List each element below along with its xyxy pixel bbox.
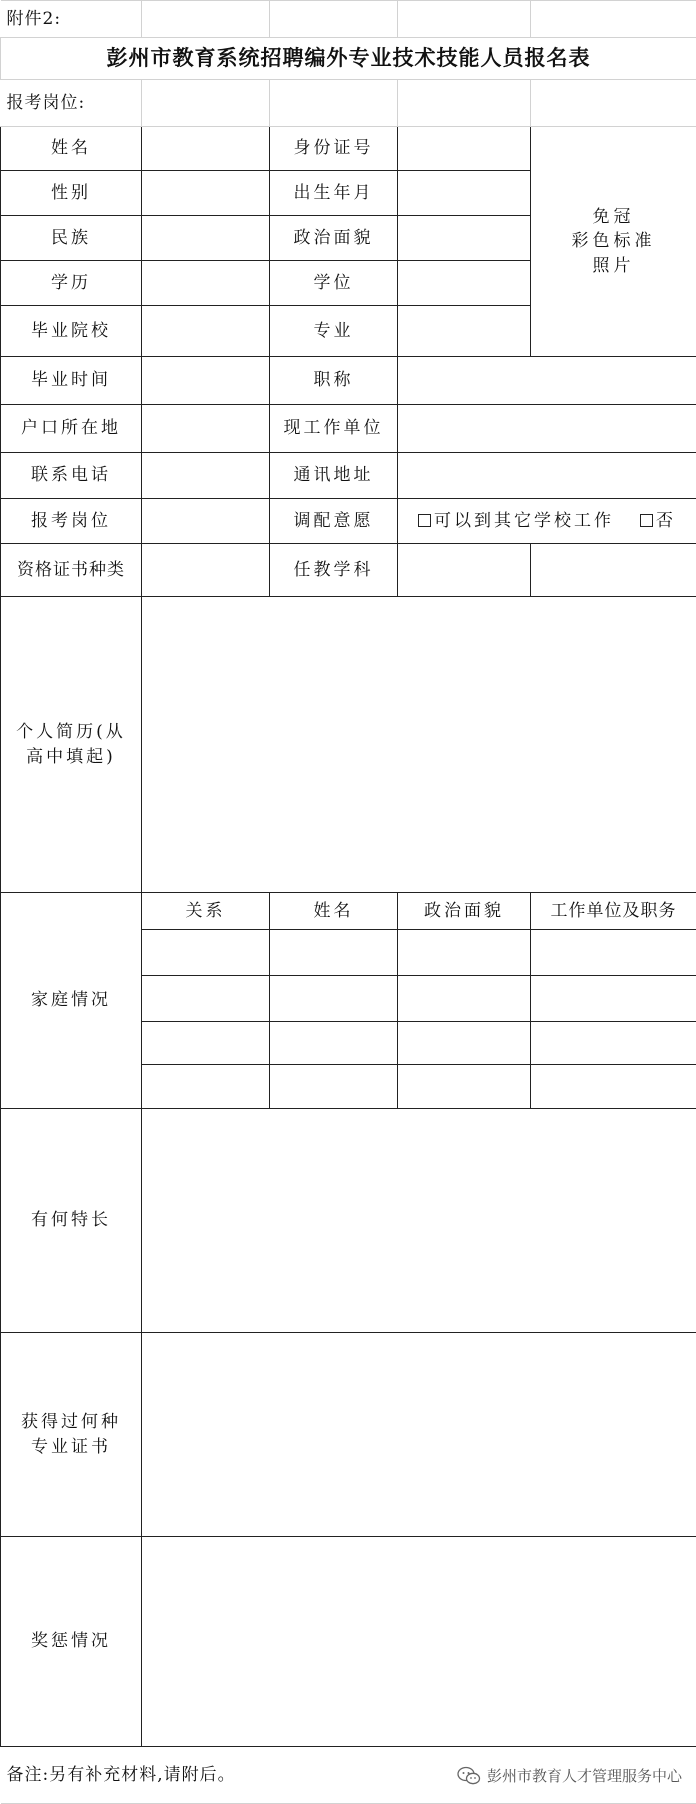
field-cert-type[interactable] — [142, 544, 270, 597]
family-cell[interactable] — [531, 1022, 696, 1065]
label-apply-position: 报考岗位 — [1, 499, 142, 544]
photo-line-1: 免冠 — [592, 206, 635, 227]
family-cell[interactable] — [398, 930, 531, 976]
field-subject-extra[interactable] — [531, 544, 696, 597]
label-gender: 性别 — [1, 171, 142, 216]
watermark-text: 彭州市教育人才管理服务中心 — [486, 1767, 682, 1785]
field-major[interactable] — [398, 306, 531, 357]
family-header-political: 政治面貌 — [398, 893, 531, 930]
field-grad-time[interactable] — [142, 357, 270, 405]
field-gender[interactable] — [142, 171, 270, 216]
family-cell[interactable] — [142, 930, 270, 976]
field-birth[interactable] — [398, 171, 531, 216]
label-name: 姓名 — [1, 127, 142, 171]
label-awards: 奖惩情况 — [1, 1537, 142, 1747]
family-cell[interactable] — [142, 976, 270, 1022]
label-subject: 任教学科 — [270, 544, 398, 597]
family-cell[interactable] — [398, 976, 531, 1022]
watermark — [457, 1765, 682, 1786]
field-id-number[interactable] — [398, 127, 531, 171]
field-title-rank[interactable] — [398, 357, 696, 405]
family-header-name: 姓名 — [270, 893, 398, 930]
label-birth: 出生年月 — [270, 171, 398, 216]
field-name[interactable] — [142, 127, 270, 171]
family-cell[interactable] — [270, 1022, 398, 1065]
label-cert-type: 资格证书种类 — [1, 544, 142, 597]
label-title-rank: 职称 — [270, 357, 398, 405]
family-cell[interactable] — [142, 1022, 270, 1065]
family-header-relation: 关系 — [142, 893, 270, 930]
field-hukou[interactable] — [142, 405, 270, 453]
footer-note: 备注:另有补充材料,请附后。 — [1, 1747, 696, 1804]
label-phone: 联系电话 — [1, 453, 142, 499]
checkbox-transfer-yes[interactable] — [418, 514, 431, 527]
field-address[interactable] — [398, 453, 696, 499]
field-political[interactable] — [398, 216, 531, 261]
checkbox-transfer-no[interactable] — [640, 514, 653, 527]
field-phone[interactable] — [142, 453, 270, 499]
field-ethnicity[interactable] — [142, 216, 270, 261]
attachment-label: 附件2: — [1, 1, 142, 38]
family-cell[interactable] — [531, 976, 696, 1022]
label-certificates: 获得过何种专业证书 — [1, 1333, 142, 1537]
label-major: 专业 — [270, 306, 398, 357]
label-transfer: 调配意愿 — [270, 499, 398, 544]
transfer-no-label: 否 — [656, 510, 676, 531]
field-certificates[interactable] — [142, 1333, 696, 1537]
transfer-options — [398, 499, 696, 544]
label-resume: 个人简历(从高中填起) — [1, 597, 142, 893]
family-header-work: 工作单位及职务 — [531, 893, 696, 930]
field-education[interactable] — [142, 261, 270, 306]
field-degree[interactable] — [398, 261, 531, 306]
label-address: 通讯地址 — [270, 453, 398, 499]
photo-line-2: 彩色标准 — [571, 231, 656, 252]
form-title: 彭州市教育系统招聘编外专业技术技能人员报名表 — [1, 38, 696, 80]
family-cell[interactable] — [270, 1065, 398, 1109]
label-school: 毕业院校 — [1, 306, 142, 357]
label-political: 政治面貌 — [270, 216, 398, 261]
label-family: 家庭情况 — [1, 893, 142, 1109]
field-subject[interactable] — [398, 544, 531, 597]
label-education: 学历 — [1, 261, 142, 306]
field-apply-position[interactable] — [142, 499, 270, 544]
family-cell[interactable] — [270, 976, 398, 1022]
label-hukou: 户口所在地 — [1, 405, 142, 453]
field-school[interactable] — [142, 306, 270, 357]
apply-position-header: 报考岗位: — [1, 80, 142, 127]
photo-box[interactable] — [531, 127, 696, 357]
label-degree: 学位 — [270, 261, 398, 306]
label-id-number: 身份证号 — [270, 127, 398, 171]
family-cell[interactable] — [398, 1022, 531, 1065]
family-cell[interactable] — [531, 1065, 696, 1109]
field-workplace[interactable] — [398, 405, 696, 453]
field-awards[interactable] — [142, 1537, 696, 1747]
label-grad-time: 毕业时间 — [1, 357, 142, 405]
photo-line-3: 照片 — [592, 255, 635, 276]
family-cell[interactable] — [531, 930, 696, 976]
family-cell[interactable] — [398, 1065, 531, 1109]
transfer-yes-label: 可以到其它学校工作 — [434, 510, 614, 531]
wechat-icon — [457, 1766, 481, 1786]
family-cell[interactable] — [142, 1065, 270, 1109]
label-specialty: 有何特长 — [1, 1109, 142, 1333]
field-resume[interactable] — [142, 597, 696, 893]
label-ethnicity: 民族 — [1, 216, 142, 261]
family-cell[interactable] — [270, 930, 398, 976]
label-workplace: 现工作单位 — [270, 405, 398, 453]
field-specialty[interactable] — [142, 1109, 696, 1333]
